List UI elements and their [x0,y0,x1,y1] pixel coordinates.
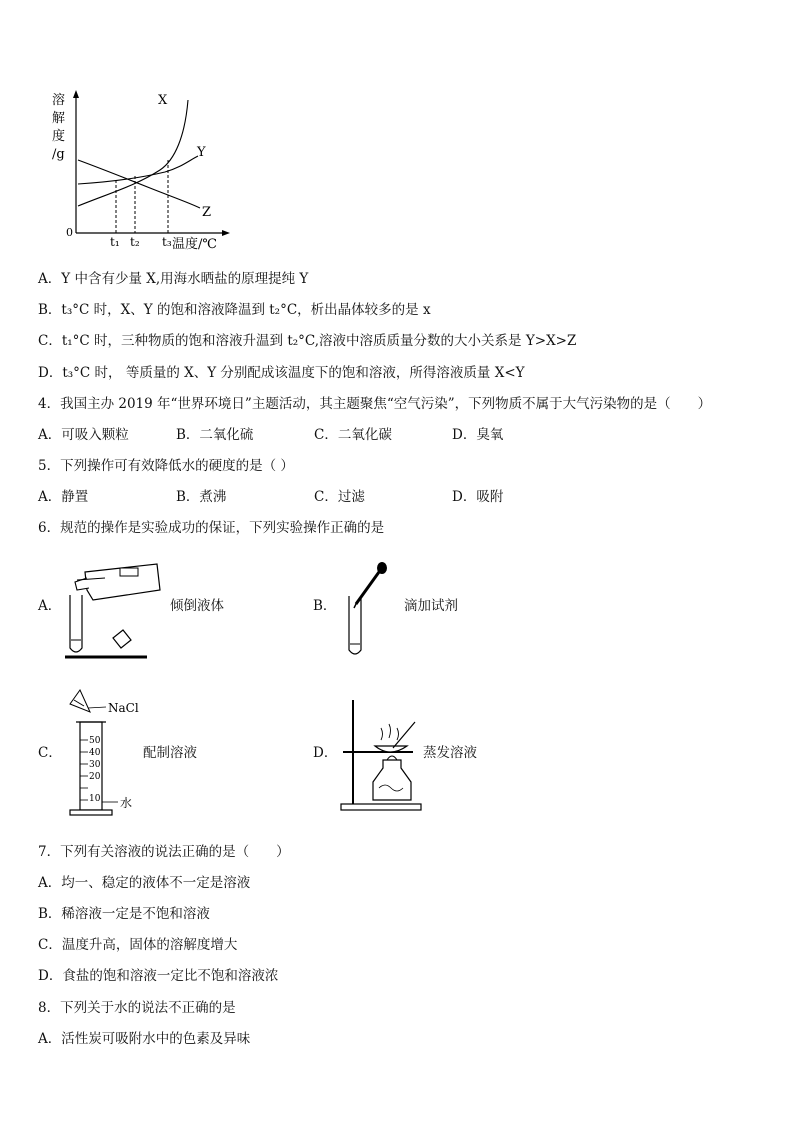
y-label-1: 溶 [52,93,66,108]
tick-t3: t₃ [162,235,172,249]
q5-option-b: B．煮沸 [176,489,227,505]
mark-20: 20 [89,772,101,782]
pour-liquid-figure [65,560,155,660]
q3-option-a: A．Y 中含有少量 X,用海水晒盐的原理提纯 Y [38,271,309,287]
curve-y [78,156,198,184]
q6-stem: 6．规范的操作是实验成功的保证，下列实验操作正确的是 [38,520,385,536]
q6-option-d-letter: D． [313,745,338,761]
q7-option-a: A．均一、稳定的液体不一定是溶液 [38,875,251,891]
mark-30: 30 [89,760,101,770]
q4-option-a: A．可吸入颗粒 [38,427,129,443]
q6-option-c-caption: 配制溶液 [143,745,197,761]
q4-stem: 4．我国主办 2019 年“世界环境日”主题活动，其主题聚焦“空气污染”，下列物质不属于大气污染物的是（ ） [38,396,712,412]
dropper-figure [340,560,400,660]
q5-stem: 5．下列操作可有效降低水的硬度的是（ ） [38,458,294,474]
q6-option-c-letter: C． [38,745,62,761]
q3-option-b: B．t₃°C 时，X、Y 的饱和溶液降温到 t₂°C，析出晶体较多的是 x [38,302,431,318]
curve-label-y: Y [197,145,206,160]
tick-t2: t₂ [130,235,140,249]
origin-label: 0 [66,226,73,239]
curve-label-x: X [158,93,168,108]
water-label: 水 [120,796,133,810]
q3-option-c: C．t₁°C 时，三种物质的饱和溶液升温到 t₂°C,溶液中溶质质量分数的大小关系是 Y>X>Z [38,333,577,349]
q4-option-d: D．臭氧 [452,427,504,443]
q4-option-c: C．二氧化碳 [314,427,392,443]
q5-option-a: A．静置 [38,489,89,505]
tick-t1: t₁ [110,235,120,249]
q5-option-d: D．吸附 [452,489,504,505]
q6-option-a-caption: 倾倒液体 [170,598,224,614]
curve-x [78,100,188,206]
q6-option-b-caption: 滴加试剂 [404,598,458,614]
y-label-4: /g [52,147,65,162]
curve-z [78,160,200,208]
x-axis-label: 温度/℃ [172,237,217,252]
q6-option-a-letter: A． [38,598,62,614]
q4-option-b: B．二氧化硫 [176,427,254,443]
y-label-3: 度 [52,129,66,144]
q6-option-d-caption: 蒸发溶液 [423,745,477,761]
evaporation-figure [335,696,425,816]
q6-option-b-letter: B． [313,598,337,614]
q5-option-c: C．过滤 [314,489,365,505]
solubility-graph [50,88,280,252]
curve-label-z: Z [202,205,212,220]
mark-50: 50 [89,736,101,746]
mark-10: 10 [89,794,101,804]
q7-option-c: C．温度升高，固体的溶解度增大 [38,937,238,953]
nacl-label: NaCl [108,701,139,715]
mark-40: 40 [89,748,101,758]
q8-stem: 8．下列关于水的说法不正确的是 [38,1000,236,1016]
q7-option-b: B．稀溶液一定是不饱和溶液 [38,906,210,922]
q7-option-d: D．食盐的饱和溶液一定比不饱和溶液浓 [38,968,279,984]
y-label-2: 解 [52,111,66,126]
q7-stem: 7．下列有关溶液的说法正确的是（ ） [38,844,290,860]
q3-option-d: D．t₃°C 时， 等质量的 X、Y 分别配成该温度下的饱和溶液，所得溶液质量 X<Y [38,365,525,381]
q8-option-a: A．活性炭可吸附水中的色素及异味 [38,1031,251,1047]
